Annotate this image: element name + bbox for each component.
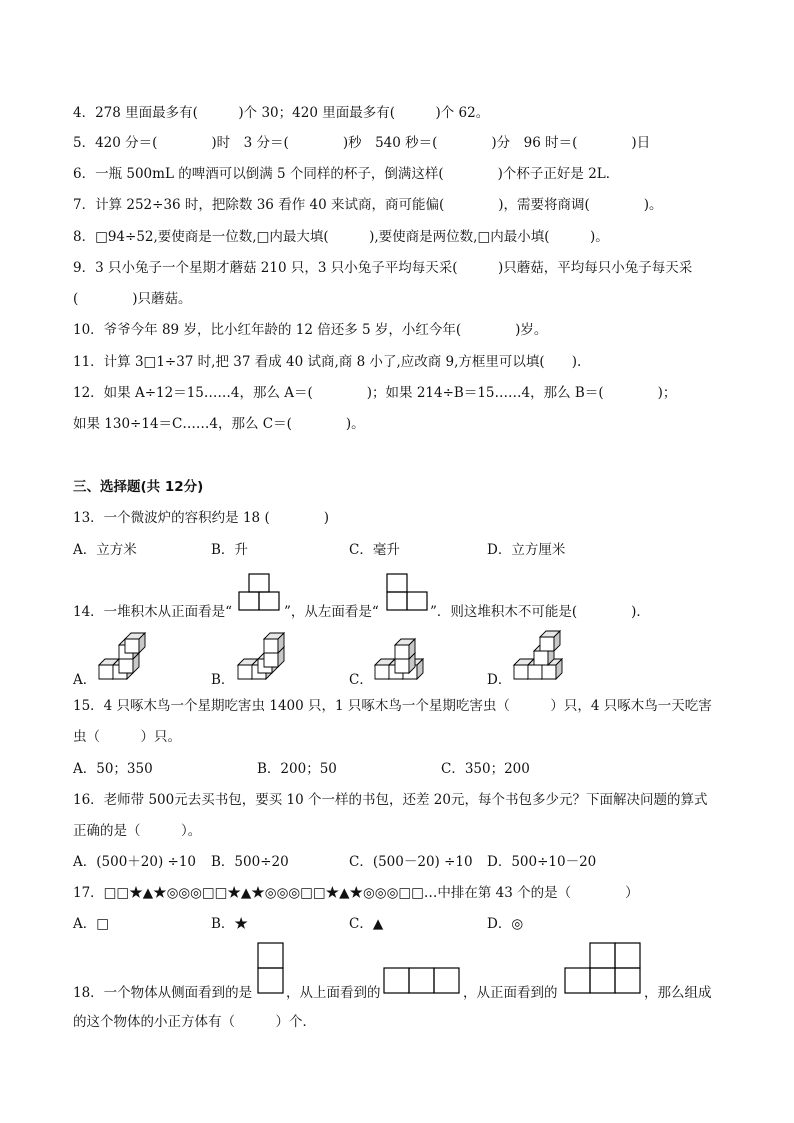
q13-option-b: B．升 [211, 542, 248, 558]
question-8: 8．□94÷52,要使商是一位数,□内最大填( ),要使商是两位数,□内最小填( )。 [73, 229, 609, 245]
question-4: 4．278 里面最多有( )个 30；420 里面最多有( )个 62。 [73, 105, 490, 121]
front-view-figure [238, 573, 282, 611]
q14-option-c-label: C． [349, 672, 373, 688]
question-16-line2: 正确的是（ ）。 [73, 823, 202, 839]
q15-option-c: C．350；200 [441, 761, 530, 777]
section-heading: 三、选择题(共 12分) [73, 479, 204, 495]
question-9-line1: 9．3 只小兔子一个星期才蘑菇 210 只，3 只小兔子平均每天采( )只蘑菇，平均每只小兔子每天采 [73, 260, 693, 276]
cube-block [395, 639, 415, 659]
question-16-line1: 16．老师带 500元去买书包，要买 10 个一样的书包，还差 20元，每个书包多少元？下面解决问题的算式 [73, 792, 708, 808]
q16-option-a: A．(500＋20) ÷10 [73, 854, 197, 870]
question-18-part4: ，那么组成 [644, 985, 712, 1001]
cube-block [540, 631, 560, 651]
q14-option-c-blocks [373, 631, 433, 683]
q13-option-d: D．立方厘米 [487, 542, 566, 558]
question-5: 5．420 分＝( )时 3 分＝( )秒 540 秒＝( )分 96 时＝( )日 [73, 135, 651, 151]
q13-option-c: C．毫升 [349, 542, 400, 558]
q13-option-a: A．立方米 [73, 542, 137, 558]
question-18-line2: 的这个物体的小正方体有（ ）个． [73, 1014, 316, 1030]
front-view-figure-18 [564, 942, 644, 996]
left-view-figure [386, 573, 430, 611]
q14-option-d-label: D． [487, 672, 512, 688]
q16-option-c: C．(500－20) ÷10 [349, 854, 473, 870]
q15-option-a: A．50；350 [73, 761, 153, 777]
q14-option-a-blocks [97, 631, 149, 683]
q14-option-b-label: B． [211, 672, 235, 688]
q16-option-b: B．500÷20 [211, 854, 289, 870]
question-14-part2: ”，从左面看是“ [284, 604, 379, 620]
question-11: 11．计算 3□1÷37 时,把 37 看成 40 试商,商 8 小了,应改商 9,方框里可以填( ). [73, 354, 582, 370]
question-13: 13．一个微波炉的容积约是 18 ( ) [73, 510, 329, 526]
question-17: 17．□□★▲★◎◎◎□□★▲★◎◎◎□□★▲★◎◎◎□□…中排在第 43 个的是（ ） [73, 885, 639, 901]
question-7: 7．计算 252÷36 时，把除数 36 看作 40 来试商，商可能偏( )，需要将商调( )。 [73, 197, 663, 213]
q17-option-d: D．◎ [487, 916, 524, 932]
q17-option-b: B．★ [211, 916, 248, 932]
q14-option-b-blocks [236, 631, 288, 683]
q14-option-d-blocks [512, 631, 572, 683]
question-14-part3: ”．则这堆积木不可能是( )． [430, 604, 650, 620]
question-12-line1: 12．如果 A÷12＝15……4，那么 A＝( )；如果 214÷B＝15……4，那么 B＝( )； [73, 385, 677, 401]
cube-block [264, 633, 284, 653]
q16-option-d: D．500÷10－20 [487, 854, 597, 870]
q14-option-a-label: A． [73, 672, 97, 688]
cube-block [125, 633, 145, 653]
question-9-line2: ( )只蘑菇。 [73, 291, 192, 307]
side-view-figure [257, 942, 285, 996]
question-10: 10．爷爷今年 89 岁，比小红年龄的 12 倍还多 5 岁，小红今年( )岁。 [73, 322, 548, 338]
q17-option-a: A．□ [73, 916, 110, 932]
question-15-line2: 虫（ ）只。 [73, 729, 181, 745]
question-6: 6．一瓶 500mL 的啤酒可以倒满 5 个同样的杯子，倒满这样( )个杯子正好是 2L． [73, 166, 620, 182]
question-18-part3: ，从正面看到的 [463, 985, 558, 1001]
question-14-part1: 14．一堆积木从正面看是“ [73, 604, 233, 620]
question-18-part2: ，从上面看到的 [286, 985, 381, 1001]
question-15-line1: 15．4 只啄木鸟一个星期吃害虫 1400 只，1 只啄木鸟一个星期吃害虫（ ）只，4 只啄木鸟一天吃害 [73, 698, 712, 714]
q17-option-c: C．▲ [349, 916, 384, 932]
question-18-part1: 18．一个物体从侧面看到的是 [73, 985, 253, 1001]
top-view-figure [383, 967, 463, 997]
q15-option-b: B．200；50 [257, 761, 337, 777]
question-12-line2: 如果 130÷14＝C……4，那么 C＝( )。 [73, 416, 365, 432]
